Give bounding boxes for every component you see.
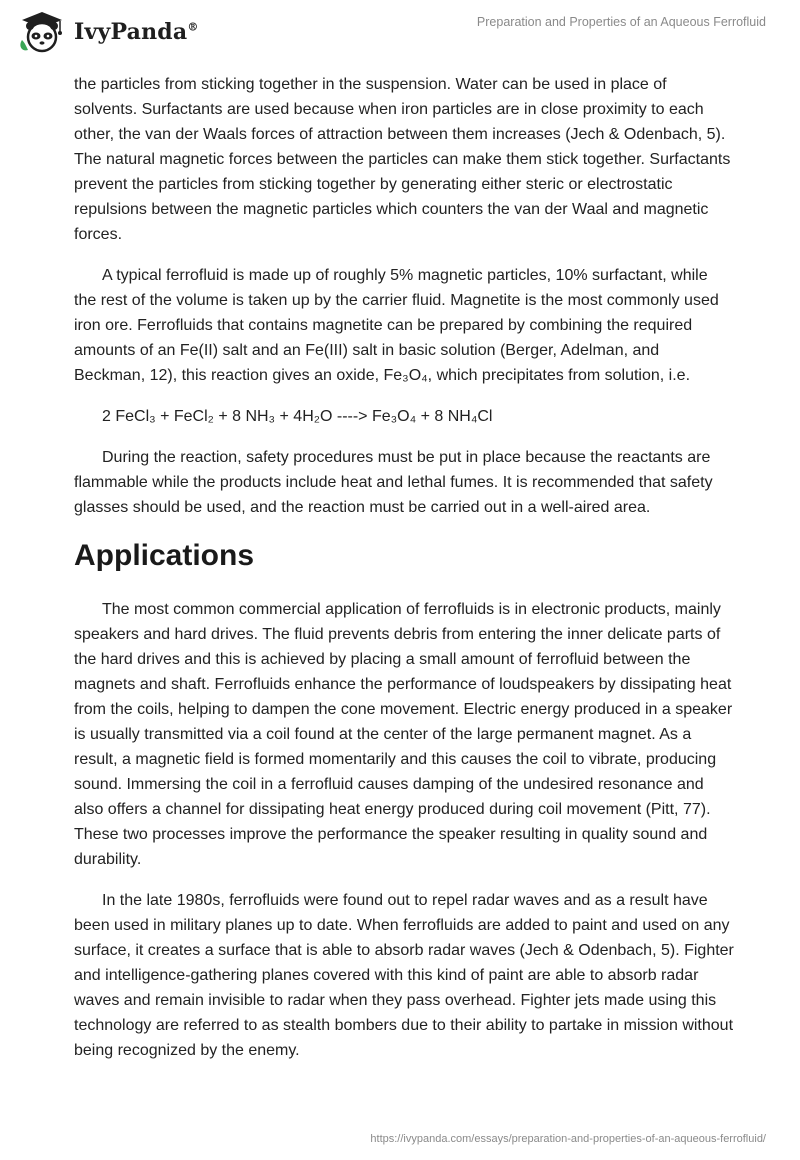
paragraph-5: In the late 1980s, ferrofluids were found out to repel radar waves and as a result have been used in military planes up to date. When ferrofluids are added to paint and used on any surface, it creates a surface that is able to absorb radar waves (Jech & Odenbach, 5). Fighter and intelligence-gathering planes covered with this kind of paint are able to absorb radar waves and remain invisible to radar when they pass overhead. Fighter jets made using this technology are referred to as stealth bombers due to their ability to partake in mission without being recognized by the enemy. (74, 892, 734, 1059)
brand-logo[interactable] (16, 10, 199, 54)
section-heading-applications: Applications (74, 539, 255, 572)
paragraph-3: During the reaction, safety procedures must be put in place because the reactants are flammable while the products include heat and lethal fumes. It is recommended that safety glasses should be used, and the reaction must be carried out in a well-aired area. (74, 449, 713, 516)
paragraph-1: the particles from sticking together in the suspension. Water can be used in place of solvents. Surfactants are used because when iron particles are in close proximity to each other, the van der Waals forces of attraction between them increases (Jech & Odenbach, 5). The natural magnetic forces between the particles can make them stick together. Surfactants prevent the particles from sticking together by generating either steric or electrostatic repulsions between the magnetic particles which counters the van der Waal and magnetic forces. (74, 76, 731, 243)
brand-name: IvyPanda® (74, 19, 199, 45)
oxide-formula: Fe₃O₄ (383, 367, 428, 384)
paragraph-2: A typical ferrofluid is made up of roughly 5% magnetic particles, 10% surfactant, while the rest of the volume is taken up by the carrier fluid. Magnetite is the most commonly used iron ore. Ferrofluids that contains magnetite can be prepared by combining the required amounts of an Fe(II) salt and an Fe(III) salt in basic solution (Berger, Adelman, and Beckman, 12), this reaction gives an oxide, Fe₃O₄, which precipitates from solution, i.e. (74, 267, 719, 384)
page-header (0, 0, 800, 70)
panda-graduate-icon (16, 10, 68, 54)
paragraph-4: The most common commercial application of ferrofluids is in electronic products, mainly speakers and hard drives. The fluid prevents debris from entering the inner delicate parts of the hard drives and this is achieved by placing a small amount of ferrofluid between the magnets and shaft. Ferrofluids enhance the performance of loudspeakers by dissipating heat from the coils, helping to dampen the cone movement. Electric energy produced in a speaker is usually transmitted via a coil found at the center of the large permanent magnet. As a result, a magnetic field is formed momentarily and this causes the coil to vibrate, producing sound. Immersing the coil in a ferrofluid causes damping of the undesired resonance and also offers a channel for dissipating heat energy produced during coil movement (Pitt, 77). These two processes improve the performance the speaker resulting in quality sound and durability. (74, 601, 733, 868)
source-url[interactable]: https://ivypanda.com/essays/preparation-and-properties-of-an-aqueous-ferrofluid/ (370, 1133, 766, 1145)
document-title: Preparation and Properties of an Aqueous Ferrofluid (476, 15, 766, 29)
chemical-equation: 2 FeCl₃ + FeCl₂ + 8 NH₃ + 4H₂O ----> Fe₃O₄ + 8 NH₄Cl (102, 408, 493, 425)
essay-content (74, 72, 734, 1079)
